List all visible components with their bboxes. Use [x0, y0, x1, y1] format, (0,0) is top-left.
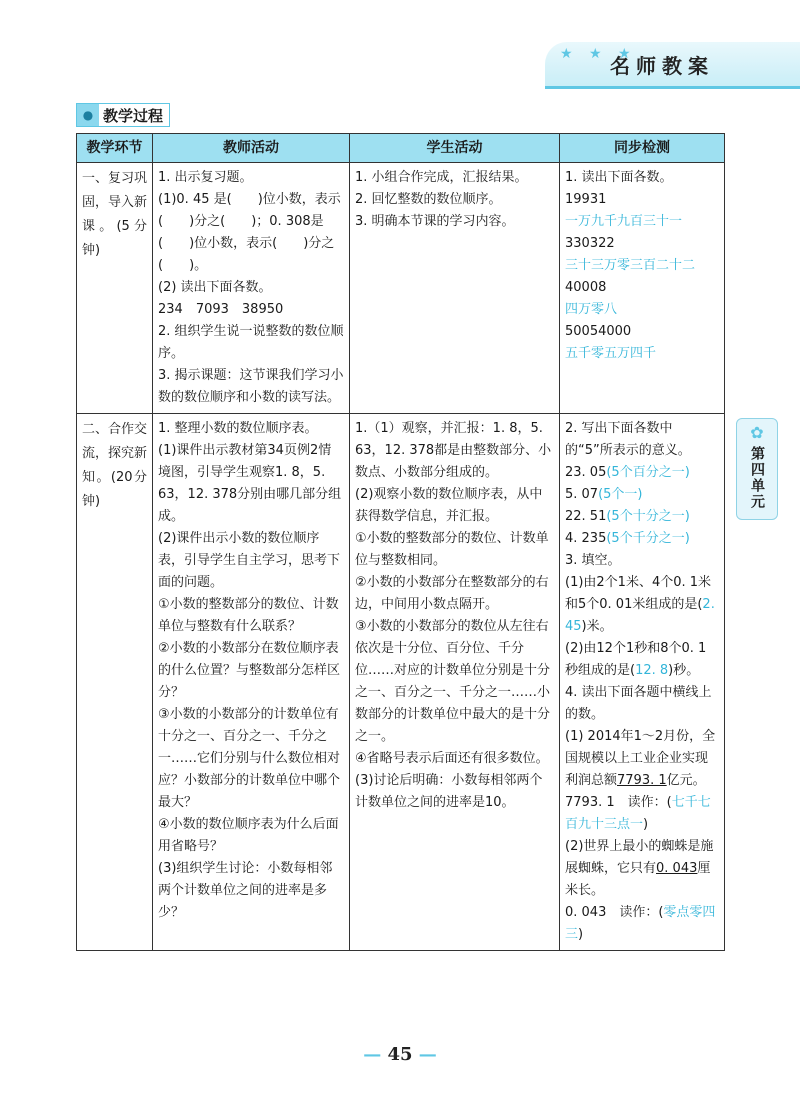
check-line [565, 528, 719, 550]
answer-text: 五千零五万四千 [565, 346, 657, 361]
student-activity-line: (2)观察小数的数位顺序表，从中获得数学信息，并汇报。 [355, 487, 543, 524]
answer-text: 一万九千九百三十一 [565, 214, 683, 229]
table-row [77, 163, 725, 414]
check-line [565, 836, 719, 902]
check-line [565, 902, 719, 946]
teacher-activity-line: 1. 出示复习题。 [158, 170, 253, 185]
location-pin-icon: ● [77, 104, 99, 126]
header-stars: ★ ★ ★ [560, 46, 637, 62]
check-line [565, 506, 719, 528]
question-text: 23. 05 [565, 465, 607, 480]
answer-text: 2. 45 [565, 597, 715, 634]
question-text: )米。 [581, 619, 613, 634]
unit-side-tab [736, 418, 778, 520]
check-line [565, 572, 719, 638]
stage-cell: 一、复习巩固，导入新课。(5分钟) [77, 163, 153, 414]
teacher-activity-line: 3. 揭示课题：这节课我们学习小数的数位顺序和小数的读写法。 [158, 368, 344, 405]
student-activity-line: 1. 小组合作完成，汇报结果。 [355, 170, 528, 185]
check-cell [560, 163, 725, 414]
student-activity-line: 2. 回忆整数的数位顺序。 [355, 192, 502, 207]
student-activity-line: ④省略号表示后面还有很多数位。 [355, 751, 549, 766]
check-line [565, 792, 719, 836]
teacher-activity-line: 234 7093 38950 [158, 302, 284, 317]
check-line [565, 550, 719, 572]
question-text: (2)世界上最小的蜘蛛是施展蜘蛛，它只有 [565, 839, 714, 876]
check-line [565, 638, 719, 682]
check-line [565, 682, 719, 726]
answer-text: 四万零八 [565, 302, 618, 317]
teacher-activity-line: ②小数的小数部分在数位顺序表的什么位置？与整数部分怎样区分？ [158, 641, 341, 700]
teacher-activity-line: ③小数的小数部分的计数单位有十分之一、百分之一、千分之一……它们分别与什么数位相对应？小数部分的计数单位中哪个最大？ [158, 707, 341, 810]
question-text: 330322 [565, 236, 615, 251]
answer-text: (5个一) [598, 487, 643, 502]
answer-text: (5个十分之一) [606, 509, 690, 524]
teacher-activity-line: (2)课件出示小数的数位顺序表，引导学生自主学习，思考下面的问题。 [158, 531, 341, 590]
question-text: 5. 07 [565, 487, 599, 502]
header-cell: 学生活动 [350, 134, 560, 163]
teacher-activity-cell [153, 163, 350, 414]
teacher-activity-line: (3)组织学生讨论：小数每相邻两个计数单位之间的进率是多少？ [158, 861, 333, 920]
section-title-text: 教学过程 [103, 106, 164, 125]
brand-title: 名师教案 [610, 54, 714, 78]
teacher-activity-line: (1)课件出示教材第34页例2情境图，引导学生观察1. 8，5. 63，12. 378分别由哪几部分组成。 [158, 443, 342, 524]
question-text: 0. 043 读作：( [565, 905, 664, 920]
answer-text: 12. 8 [635, 663, 669, 678]
question-text: 40008 [565, 280, 607, 295]
student-activity-line: 1.（1）观察，并汇报：1. 8，5. 63，12. 378都是由整数部分、小数点、小数部分组成的。 [355, 421, 552, 480]
question-text: 3. 填空。 [565, 553, 621, 568]
question-text: ) [643, 817, 649, 832]
question-text: 7793. 1 读作：( [565, 795, 672, 810]
student-activity-cell [350, 163, 560, 414]
student-activity-line: ②小数的小数部分在整数部分的右边，中间用小数点隔开。 [355, 575, 549, 612]
teacher-activity-line: ①小数的整数部分的数位、计数单位与整数有什么联系？ [158, 597, 339, 634]
question-text: ) [578, 927, 584, 942]
teacher-activity-line: 2. 组织学生说一说整数的数位顺序。 [158, 324, 344, 361]
header-cell: 同步检测 [560, 134, 725, 163]
table-header-row [77, 134, 725, 163]
question-text: )秒。 [668, 663, 700, 678]
question-text: 50054000 [565, 324, 632, 339]
section-title [76, 103, 170, 127]
header-cell: 教师活动 [153, 134, 350, 163]
question-text: (1) 2014年1～2月份，全国规模以上工业企业实现利润总额 [565, 729, 716, 788]
question-text: 22. 51 [565, 509, 607, 524]
answer-text: (5个千分之一) [606, 531, 690, 546]
check-line [565, 484, 719, 506]
question-text: 19931 [565, 192, 607, 207]
student-activity-line: ①小数的整数部分的数位、计数单位与整数相同。 [355, 531, 549, 568]
table-row [77, 414, 725, 951]
page-number-value: 45 [387, 1044, 413, 1065]
answer-text: 七千七百九十三点一 [565, 795, 711, 832]
header-cell: 教学环节 [77, 134, 153, 163]
question-text: 1. 读出下面各数。 [565, 170, 673, 185]
student-activity-line: 3. 明确本节课的学习内容。 [355, 214, 515, 229]
answer-text: 三十三万零三百二十二 [565, 258, 696, 273]
question-text: 2. 写出下面各数中的“5”所表示的意义。 [565, 421, 691, 458]
check-line [565, 462, 719, 484]
question-text: 7793. 1 [617, 773, 667, 788]
answer-text: 零点零四三 [565, 905, 716, 942]
question-text: 4. 读出下面各题中横线上的数。 [565, 685, 712, 722]
teacher-activity-line: 1. 整理小数的数位顺序表。 [158, 421, 318, 436]
answer-text: (5个百分之一) [606, 465, 690, 480]
question-text: 厘米长。 [565, 861, 711, 898]
teacher-activity-line: ④小数的数位顺序表为什么后面用省略号？ [158, 817, 339, 854]
teacher-activity-line: (1)0. 45 是( )位小数，表示( )分之( )；0. 308是( )位小数，表示( )分之( )。 [158, 192, 341, 273]
lesson-table [76, 133, 725, 951]
student-activity-cell [350, 414, 560, 951]
bird-icon: ✿ [750, 423, 764, 442]
student-activity-line: ③小数的小数部分的数位从左往右依次是十分位、百分位、千分位……对应的计数单位分别是十分之一、百分之一、千分之一……小数部分的计数单位中最大的是十分之一。 [355, 619, 551, 744]
question-text: 亿元。 [666, 773, 706, 788]
student-activity-line: (3)讨论后明确：小数每相邻两个计数单位之间的进率是10。 [355, 773, 543, 810]
stage-cell: 二、合作交流，探究新知。(20分钟) [77, 414, 153, 951]
question-text: 0. 043 [656, 861, 698, 876]
check-cell [560, 414, 725, 951]
page-number: — 45 — [363, 1044, 437, 1065]
unit-label: 第四单元 [749, 446, 765, 510]
teacher-activity-line: (2) 读出下面各数。 [158, 280, 272, 295]
question-text: (2)由12个1秒和8个0. 1秒组成的是( [565, 641, 707, 678]
check-line [565, 726, 719, 792]
question-text: 4. 235 [565, 531, 607, 546]
check-line [565, 418, 719, 462]
question-text: (1)由2个1米、4个0. 1米和5个0. 01米组成的是( [565, 575, 712, 612]
teacher-activity-cell [153, 414, 350, 951]
